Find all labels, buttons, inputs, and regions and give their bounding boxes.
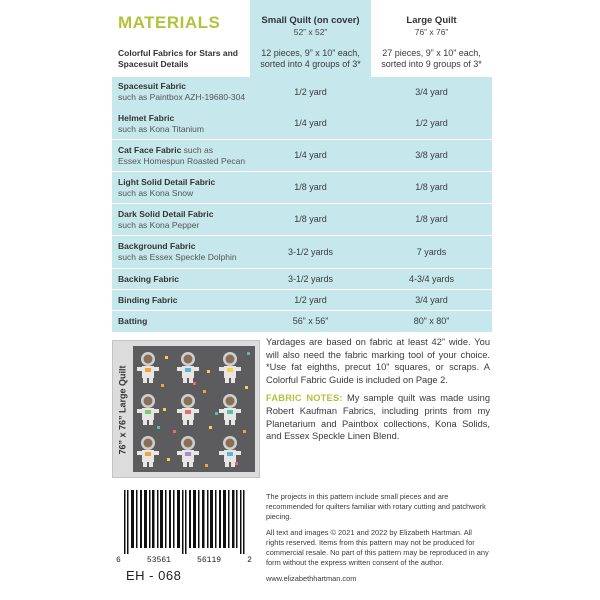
barcode-digits: 6 53561 56119 2	[116, 556, 252, 565]
fabric-notes-text: My sample quilt was made using Robert Kaufman Fabrics, including prints from my Planetarium and Paintbox collections, Kona Solids, and Essex Speckle Linen Blend.	[266, 393, 490, 442]
astronaut-cat-quilt-image	[133, 346, 255, 472]
material-row: Light Solid Detail Fabric such as Kona Snow 1/8 yard 1/8 yard	[112, 172, 492, 203]
material-row: Helmet Fabric such as Kona Titanium 1/4 yard 1/2 yard	[112, 108, 492, 139]
pattern-code: EH - 068	[126, 568, 182, 583]
barcode-bars	[116, 490, 252, 554]
quilt-photo	[112, 340, 260, 478]
material-row: Background Fabric such as Essex Speckle Dolphin 3-1/2 yards 7 yards	[112, 236, 492, 268]
material-row: Spacesuit Fabric such as Paintbox AZH-19680-304 1/2 yard 3/4 yard	[112, 77, 492, 107]
barcode	[116, 490, 252, 590]
material-row: Cat Face Fabric such as Essex Homespun Roasted Pecan 1/4 yard 3/8 yard	[112, 140, 492, 171]
material-row: Colorful Fabrics for Stars and Spacesuit Details 12 pieces, 9” x 10” each, sorted into 4 groups of 3* 27 pieces, 9” x 10” each, sorted into 9 groups of 3*	[112, 40, 492, 77]
materials-title: MATERIALS	[118, 13, 221, 32]
yardage-note: Yardages are based on fabric at least 42” wide. You will also need the fabric marking tool of your choice. *Use fat eighths, precut 10” squares, or scraps. A Colorful Fabric Guide is included on Page 2.	[266, 337, 490, 385]
material-row: Backing Fabric 3-1/2 yards 4-3/4 yards	[112, 269, 492, 289]
fabric-notes-label: FABRIC NOTES:	[266, 393, 343, 404]
materials-header-row	[112, 0, 492, 40]
fine-print	[266, 492, 492, 590]
skill-note: The projects in this pattern include small pieces and are recommended for quilters familiar with rotary cutting and patchwork piecing.	[266, 492, 486, 521]
material-row: Binding Fabric 1/2 yard 3/4 yard	[112, 290, 492, 310]
website-link[interactable]: www.elizabethhartman.com	[266, 574, 357, 583]
quilt-size-label: 76” x 76” Large Quilt	[118, 365, 129, 455]
material-row: Dark Solid Detail Fabric such as Kona Pepper 1/8 yard 1/8 yard	[112, 204, 492, 235]
material-row: Batting 56” x 56” 80” x 80”	[112, 311, 492, 332]
pattern-back-cover	[112, 0, 492, 600]
column-header-large-quilt: Large Quilt 76” x 76”	[371, 0, 492, 40]
yardage-info	[266, 336, 490, 449]
column-header-small-quilt: Small Quilt (on cover) 52” x 52”	[250, 0, 371, 40]
copyright-note: All text and images © 2021 and 2022 by Elizabeth Hartman. All rights reserved. Items from this pattern may not be produced for commercial resale. No part of this pattern may be reproduced in any form without the express written consent of the author.	[266, 528, 489, 567]
fabric-notes	[266, 392, 490, 442]
materials-table	[112, 0, 492, 332]
